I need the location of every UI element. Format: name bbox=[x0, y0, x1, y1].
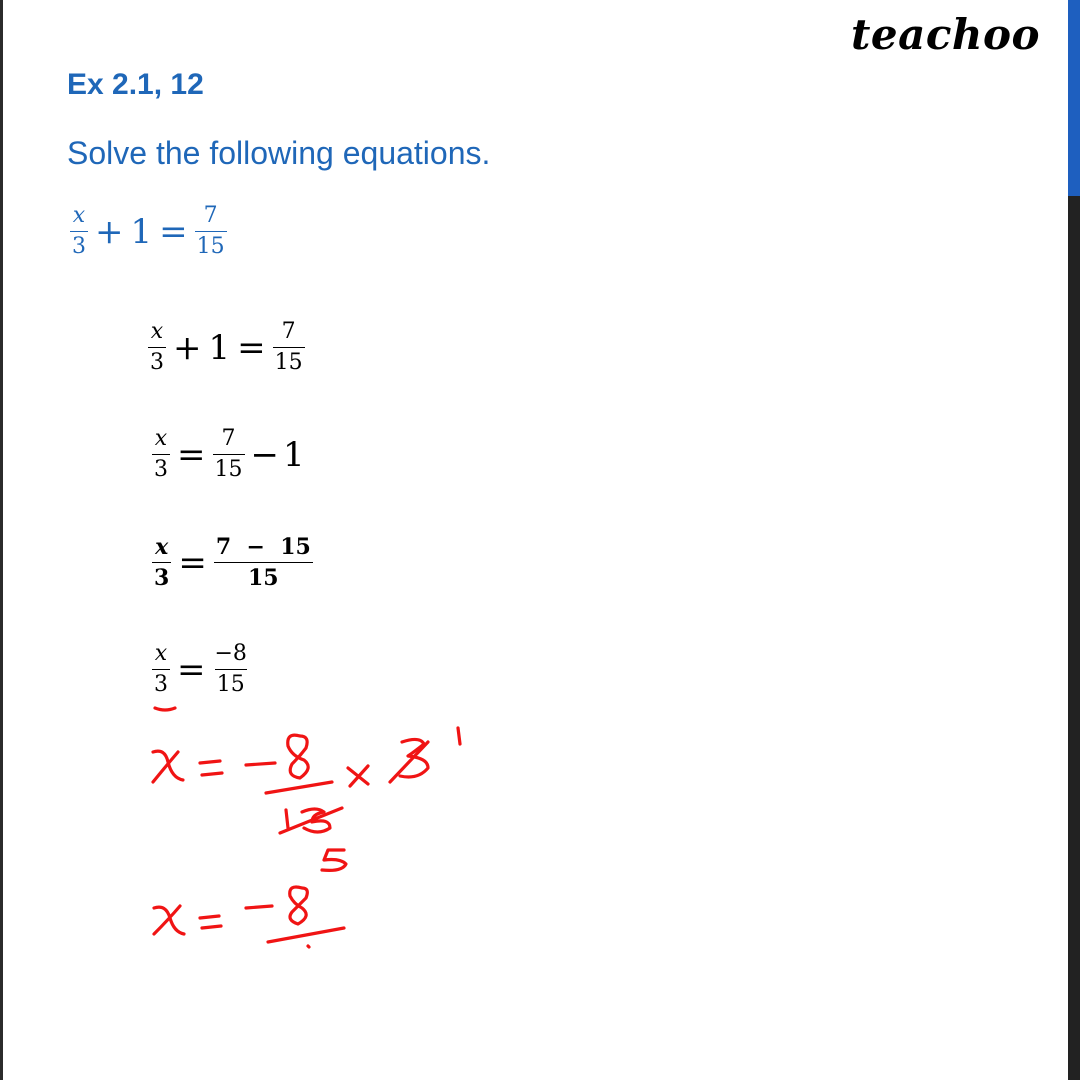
handwritten-8-2 bbox=[290, 887, 308, 924]
numerator: x bbox=[155, 534, 169, 560]
handwritten-1 bbox=[458, 728, 460, 744]
underline-3 bbox=[155, 708, 175, 710]
handwritten-5 bbox=[322, 850, 346, 870]
handwritten-minus-2 bbox=[246, 906, 272, 908]
numerator: 7 bbox=[221, 426, 236, 451]
numerator: 7 bbox=[203, 203, 218, 228]
denominator: 3 bbox=[70, 231, 88, 259]
denominator: 15 bbox=[195, 231, 227, 259]
handwritten-8-1 bbox=[288, 735, 308, 778]
equals-sign: = bbox=[177, 649, 206, 690]
equals-sign: = bbox=[177, 434, 206, 475]
numerator: x bbox=[154, 641, 168, 666]
denominator: 3 bbox=[152, 562, 171, 590]
denominator: 15 bbox=[213, 454, 245, 482]
handwritten-dot bbox=[308, 946, 309, 947]
numerator: x bbox=[150, 319, 164, 344]
one: 1 bbox=[208, 327, 231, 368]
minus-sign: − bbox=[250, 434, 279, 475]
denominator: 3 bbox=[152, 454, 170, 482]
handwritten-equals-2 bbox=[200, 916, 221, 928]
handwritten-times bbox=[348, 766, 368, 786]
denominator: 3 bbox=[148, 347, 166, 375]
equals-sign: = bbox=[237, 327, 266, 368]
question-instruction: Solve the following equations. bbox=[67, 135, 491, 171]
strike-15 bbox=[280, 808, 342, 833]
handwritten-minus-1 bbox=[246, 763, 275, 765]
plus-sign: + bbox=[173, 327, 202, 368]
denominator: 3 bbox=[152, 669, 170, 697]
handwritten-fraction-bar-1 bbox=[266, 782, 332, 793]
denominator: 15 bbox=[214, 562, 313, 590]
handwritten-equals-1 bbox=[200, 761, 222, 775]
equals-sign: = bbox=[178, 542, 207, 583]
handwritten-x-2 bbox=[154, 906, 184, 934]
handwritten-x-1 bbox=[153, 751, 183, 782]
handwritten-fraction-bar-2 bbox=[268, 928, 344, 942]
numerator: x bbox=[72, 203, 86, 228]
exercise-title: Ex 2.1, 12 bbox=[67, 68, 204, 101]
numerator: −8 bbox=[214, 641, 247, 666]
teachoo-logo: teachoo bbox=[851, 10, 1040, 59]
denominator: 15 bbox=[215, 669, 247, 697]
one: 1 bbox=[130, 211, 153, 252]
numerator: 7 bbox=[281, 319, 296, 344]
numerator: 7 − 15 bbox=[215, 534, 311, 560]
numerator: x bbox=[154, 426, 168, 451]
plus-sign: + bbox=[95, 211, 124, 252]
denominator: 15 bbox=[273, 347, 305, 375]
one: 1 bbox=[283, 434, 305, 475]
equals-sign: = bbox=[159, 211, 188, 252]
